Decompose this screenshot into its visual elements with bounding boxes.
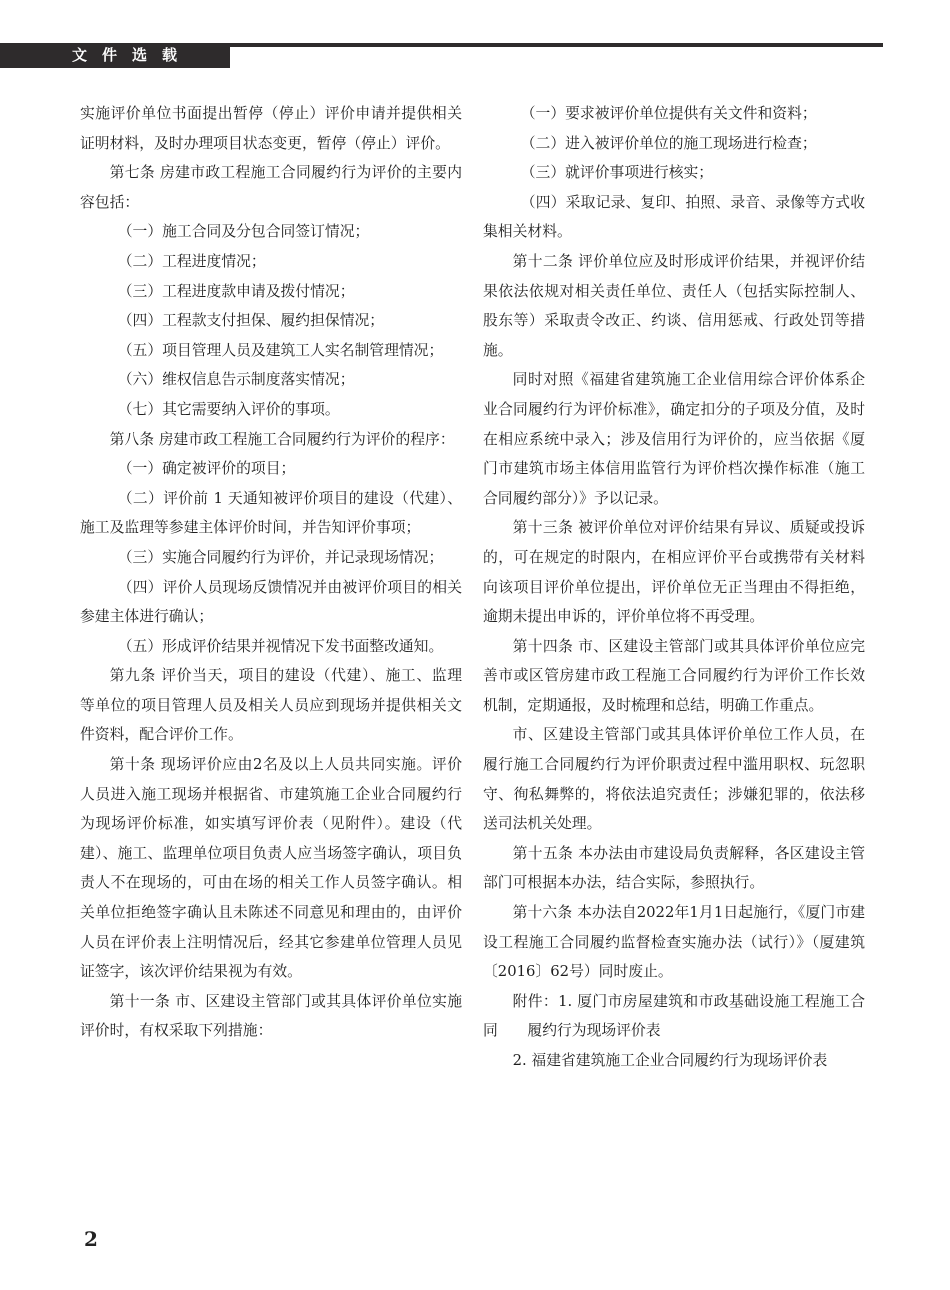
- right-column: [483, 99, 865, 1076]
- paragraph: 市、区建设主管部门或其具体评价单位工作人员，在履行施工合同履约行为评价职责过程中滥用职权、玩忽职守、徇私舞弊的，将依法追究责任；涉嫌犯罪的，依法移送司法机关处理。: [483, 726, 865, 833]
- attachment-2: 2. 福建省建筑施工企业合同履约行为现场评价表: [512, 1052, 828, 1069]
- list-item: （二）进入被评价单位的施工现场进行检查；: [520, 134, 817, 152]
- list-item: （四）评价人员现场反馈情况并由被评价项目的相关参建主体进行确认；: [80, 578, 462, 626]
- article-7: 第七条 房建市政工程施工合同履约行为评价的主要内容包括：: [80, 164, 462, 211]
- list-item: （七）其它需要纳入评价的事项。: [117, 400, 340, 418]
- paragraph: 同时对照《福建省建筑施工企业信用综合评价体系企业合同履约行为评价标准》，确定扣分的子项及分值，及时在相应系统中录入；涉及信用行为评价的，应当依据《厦门市建筑市场主体信用监管行为评价档次操作标准（施工合同履约部分）》予以记录。: [483, 371, 865, 507]
- paragraph: 实施评价单位书面提出暂停（停止）评价申请并提供相关证明材料，及时办理项目状态变更，暂停（停止）评价。: [80, 105, 462, 152]
- article-13: 第十三条 被评价单位对评价结果有异议、质疑或投诉的，可在规定的时限内，在相应评价平台或携带有关材料向该项目评价单位提出，评价单位无正当理由不得拒绝，逾期未提出申诉的，评价单位将不再受理。: [483, 519, 865, 626]
- article-14: 第十四条 市、区建设主管部门或其具体评价单位应完善市或区管房建市政工程施工合同履约行为评价工作长效机制，定期通报，及时梳理和总结，明确工作重点。: [483, 637, 865, 714]
- list-item: （二）评价前 1 天通知被评价项目的建设（代建）、施工及监理等参建主体评价时间，并告知评价事项；: [80, 489, 462, 537]
- attachment-1: 附件：1. 厦门市房屋建筑和市政基础设施工程施工合同 履约行为现场评价表: [483, 992, 865, 1040]
- list-item: （一）要求被评价单位提供有关文件和资料；: [520, 105, 817, 122]
- list-item: （三）工程进度款申请及拨付情况；: [117, 282, 355, 300]
- article-16: 第十六条 本办法自2022年1月1日起施行，《厦门市建设工程施工合同履约监督检查实施办法（试行）》（厦建筑〔2016〕62号）同时废止。: [483, 904, 865, 981]
- list-item: （五）形成评价结果并视情况下发书面整改通知。: [117, 637, 444, 655]
- list-item: （四）采取记录、复印、拍照、录音、录像等方式收集相关材料。: [483, 193, 865, 241]
- list-item: （一）施工合同及分包合同签订情况；: [117, 223, 370, 241]
- article-11: 第十一条 市、区建设主管部门或其具体评价单位实施评价时，有权采取下列措施：: [80, 992, 462, 1040]
- list-item: （一）确定被评价的项目；: [117, 460, 296, 478]
- list-item: （三）实施合同履约行为评价，并记录现场情况；: [117, 548, 444, 566]
- list-item: （六）维权信息告示制度落实情况；: [117, 371, 355, 389]
- list-item: （二）工程进度情况；: [117, 252, 266, 270]
- section-label: 文件选载: [0, 43, 230, 68]
- list-item: （五）项目管理人员及建筑工人实名制管理情况；: [117, 341, 444, 359]
- list-item: （四）工程款支付担保、履约担保情况；: [117, 312, 385, 330]
- left-column: [80, 99, 462, 1046]
- list-item: （三）就评价事项进行核实；: [520, 164, 714, 182]
- article-12: 第十二条 评价单位应及时形成评价结果，并视评价结果依法依规对相关责任单位、责任人（包括实际控制人、股东等）采取责令改正、约谈、信用惩戒、行政处罚等措施。: [483, 252, 865, 359]
- article-10: 第十条 现场评价应由2名及以上人员共同实施。评价人员进入施工现场并根据省、市建筑施工企业合同履约行为现场评价标准，如实填写评价表（见附件）。建设（代建）、施工、监理单位项目负责人应当场签字确认，项目负责人不在现场的，可由在场的相关工作人员签字确认。相关单位拒绝签字确认且未陈述不同意见和理由的，由评价人员在评价表上注明情况后，经其它参建单位管理人员见证签字，该次评价结果视为有效。: [80, 756, 462, 981]
- article-15: 第十五条 本办法由市建设局负责解释，各区建设主管部门可根据本办法，结合实际，参照执行。: [483, 844, 865, 892]
- page-number: 2: [84, 1227, 98, 1251]
- article-9: 第九条 评价当天，项目的建设（代建）、施工、监理等单位的项目管理人员及相关人员应到现场并提供相关文件资料，配合评价工作。: [80, 667, 462, 744]
- article-8: 第八条 房建市政工程施工合同履约行为评价的程序：: [109, 430, 455, 448]
